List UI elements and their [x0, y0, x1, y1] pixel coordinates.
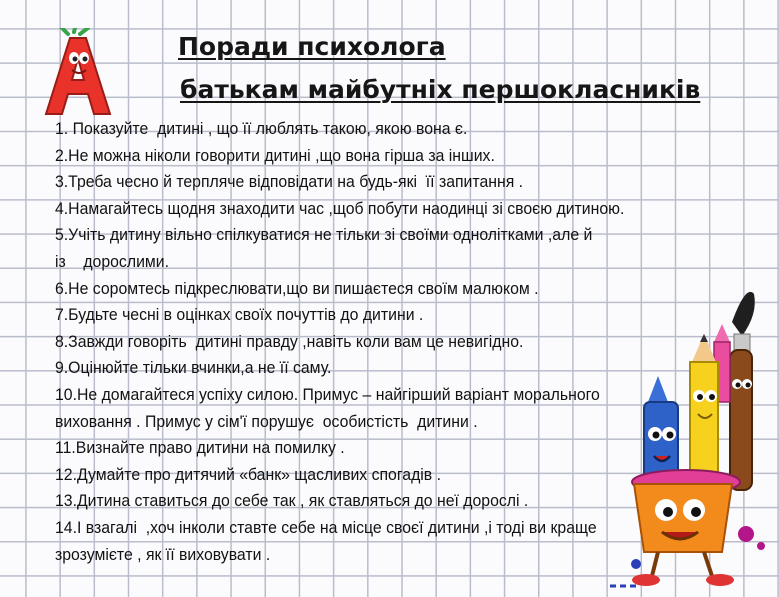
tip-line: 10.Не домагайтеся успіху силою. Примус – найгірший варіант морального [55, 384, 600, 404]
tip-line: 13.Дитина ставиться до себе так , як ставляться до неї дорослі . [55, 491, 529, 511]
tip-line: із дорослими. [55, 251, 169, 271]
tip-line: 8.Завжди говоріть дитині правду ,навіть коли вам це невигідно. [55, 331, 524, 351]
svg-text:А: А [98, 50, 99, 51]
tip-line: 5.Учіть дитину вільно спілкуватися не тільки зі своїми однолітками ,але й [55, 225, 593, 245]
tip-line: виховання . Примус у сім'ї порушує особистість дитини . [55, 411, 478, 431]
tip-line: 12.Думайте про дитячий «банк» щасливих спогадів . [55, 464, 441, 484]
tip-line: 7.Будьте чесні в оцінках своїх почуттів до дитини . [55, 305, 424, 325]
tip-line: 4.Намагайтесь щодня знаходити час ,щоб побути наодинці зі своєю дитиною. [55, 198, 625, 218]
title-line-1: Поради психолога [178, 32, 446, 61]
tip-line: 14.І взагалі ,хоч інколи ставте себе на місце своєї дитини ,і тоді ви краще [55, 517, 597, 537]
tip-line: 9.Оцінюйте тільки вчинки,а не її саму. [55, 358, 332, 378]
tip-line: 1. Показуйте дитині , що її люблять такою, якою вона є. [55, 119, 468, 138]
tip-line: 11.Визнайте право дитини на помилку . [55, 438, 345, 458]
tip-line: 6.Не соромтесь підкреслювати,що ви пишаєтеся своїм малюком . [55, 278, 539, 298]
letter-a-mascot-illustration [38, 28, 118, 120]
stationery-characters-illustration [596, 284, 779, 597]
title-line-2: батькам майбутніх першокласників [180, 75, 701, 104]
tip-line: 2.Не можна ніколи говорити дитині ,що вона гірша за інших. [55, 145, 495, 165]
tip-line: зрозумієте , як її виховувати . [55, 544, 271, 564]
tip-line: 3.Треба чесно й терпляче відповідати на будь-які її запитання . [55, 172, 524, 192]
